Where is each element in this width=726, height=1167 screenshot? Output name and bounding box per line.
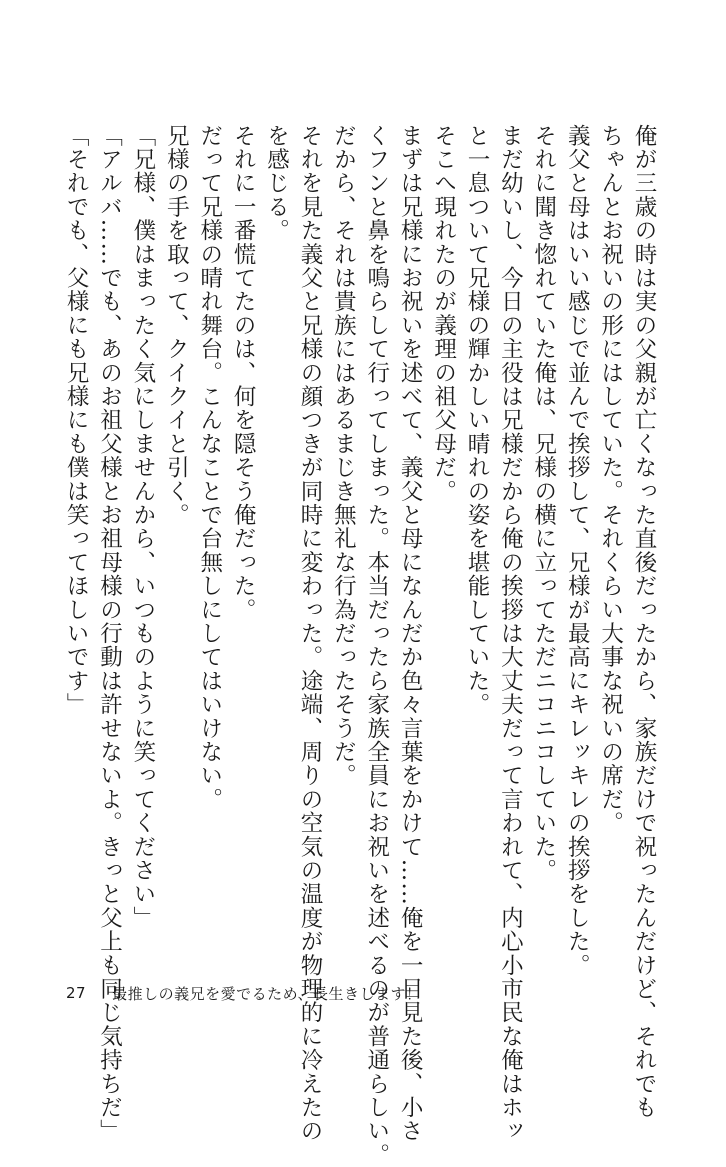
page-footer [66, 980, 422, 1006]
text-line: それに聞き惚れていた俺は、兄様の横に立ってただニコニコしていた。 [530, 124, 557, 883]
text-line: それを見た義父と兄様の顔つきが同時に変わった。途端、周りの空気の温度が物理的に冷えたの [296, 124, 323, 1144]
text-line: まずは兄様にお祝いを述べて、義父と母になんだか色々言葉をかけて……俺を一目見た後、小さ [397, 124, 424, 1144]
text-line: まだ幼いし、今日の主役は兄様だから俺の挨拶は大丈夫だって言われて、内心小市民な俺はホッ [497, 124, 524, 1144]
text-line: だから、それは貴族にはあるまじき無礼な行為だったそうだ。 [330, 124, 357, 788]
text-line: それに一番慌てたのは、何を隠そう俺だった。 [230, 124, 257, 622]
text-line: 兄様の手を取って、クイクイと引く。 [163, 124, 190, 527]
text-line: と一息ついて兄様の輝かしい晴れの姿を堪能していた。 [463, 124, 490, 717]
text-line: を感じる。 [263, 124, 290, 243]
text-line: そこへ現れたのが義理の祖父母だ。 [430, 124, 457, 504]
text-line: 「兄様、僕はまったく気にしませんから、いつものように笑ってください」 [129, 124, 156, 930]
text-line: ちゃんとお祝いの形にはしていた。それくらい大事な祝いの席だ。 [597, 124, 624, 835]
text-line: 義父と母はいい感じで並んで挨拶して、兄様が最高にキレッキレの挨拶をした。 [564, 124, 591, 978]
text-line: 俺が三歳の時は実の父親が亡くなった直後だったから、家族だけで祝ったんだけど、それでも [631, 124, 657, 1120]
text-line: だって兄様の晴れ舞台。こんなことで台無しにしてはいけない。 [196, 124, 223, 812]
running-title: 最推しの義兄を愛でるため、長生きします！ [112, 984, 422, 1003]
page-number: 27 [66, 984, 87, 1002]
text-line: 「それでも、父様にも兄様にも僕は笑ってほしいです」 [63, 124, 90, 717]
text-line: くフンと鼻を鳴らして行ってしまった。本当だったら家族全員にお祝いを述べるのが普通らしい。 [363, 124, 390, 1167]
text-line: 「アルバ……でも、あのお祖父様とお祖母様の行動は許せないよ。きっと父上も同じ気持ちだ」 [96, 124, 123, 1144]
